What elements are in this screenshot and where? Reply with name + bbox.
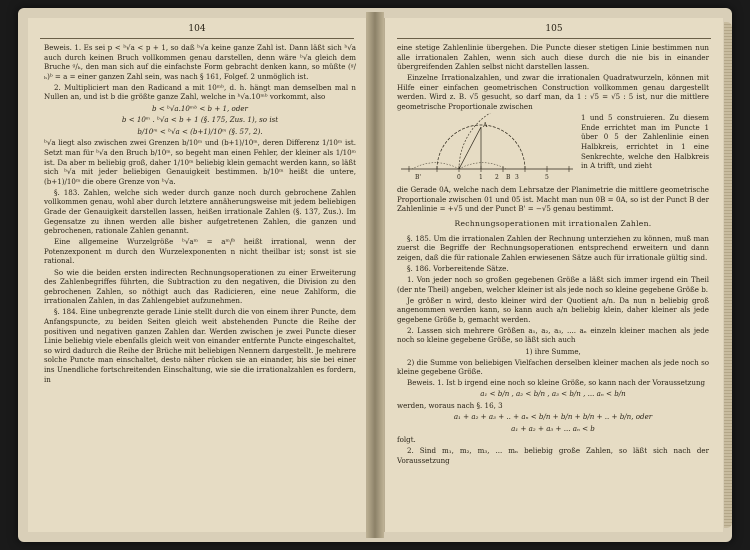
- paragraph: werden, woraus nach §. 16, 3: [397, 401, 503, 411]
- left-page-text: [28, 43, 366, 384]
- left-page: [28, 18, 367, 532]
- open-book: [18, 8, 732, 542]
- section-heading: Rechnungsoperationen mit irrationalen Zahlen.: [454, 218, 652, 228]
- math-line: a₁ + a₂ + a₃ + ... aₙ < b: [511, 423, 595, 433]
- paragraph: 2) die Summe von beliebigen Vielfachen derselben kleiner machen als jede noch so kleine gegebene Größe.: [397, 357, 709, 377]
- page-edges: [724, 22, 732, 528]
- right-sections: [397, 234, 709, 466]
- math-line: a₁ + a₂ + a₃ + .. + aₙ < b/n + b/n + b/n + .. + b/n, oder: [453, 412, 653, 422]
- paragraph: 2. Multipliciert man den Radicand a mit 10ᵐᵇ, d. h. hängt man demselben mal n Nullen an, und ist b die größte ganze Zahl, welche in ᵇ√a.10ᵐᵇ vorkommt, also: [44, 82, 356, 102]
- paragraph: Beweis. 1. Ist b irgend eine noch so kleine Größe, so kann nach der Voraussetzung: [407, 378, 706, 388]
- tick-label: 0: [457, 174, 461, 182]
- figure-side-text: 1 und 5 construieren. Zu diesem Ende errichtet man im Puncte 1 über 0 5 der Zahlenlinie einen Halbkreis, errichtet in 1 eine Senkrechte, welche den Halbkreis in A trifft, und zieht: [581, 113, 709, 171]
- math-line: b < 10ᵐ . ᵇ√a < b + 1 (§. 175, Zus. 1), so ist: [121, 115, 279, 125]
- paragraph: Beweis. 1. Es sei p < ᵇ√a < p + 1, so daß ᵇ√a keine ganze Zahl ist. Dann läßt sich ᵇ√a auch durch keinen Bruch vollkommen genau darstellen, denn wäre ᵇ√a gleich dem Bruche ᵍ/ₕ, den man sich auf die einfachste Form gebracht denken kann, so müßte (ᵍ/ₕ)ᵇ = a = einer ganzen Zahl sein, was nach § 161, Folgef. 2 unmöglich ist.: [44, 43, 356, 81]
- tick-label: 3: [515, 174, 519, 182]
- paragraph: 2. Sind m₁, m₂, m₃, ... mₙ beliebig große Zahlen, so läßt sich nach der Voraussetzung: [397, 446, 709, 465]
- paragraph: folgt.: [397, 435, 416, 445]
- page-number: 105: [397, 18, 711, 39]
- tick-label: 1: [479, 174, 483, 182]
- page-number: 104: [40, 18, 354, 39]
- sqrt5-construction-diagram: [397, 113, 577, 185]
- paragraph: 1. Von jeder noch so großen gegebenen Größe a läßt sich immer irgend ein Theil (der nte Theil) angeben, welcher kleiner ist als jede noch so kleine gegebene Größe b.: [397, 274, 709, 294]
- label-a: A: [483, 122, 488, 130]
- label-b-prime: B': [415, 174, 422, 182]
- paragraph: So wie die beiden ersten indirecten Rechnungsoperationen zu einer Erweiterung des Zahlenbegriffes führten, die Subtraction zu den negativen, die Division zu den gebrochenen Zahlen, so nöthigt auch das Radicieren, eine neue Zahlform, die irrationalen Zahlen, in das Zahlengebiet aufzunehmen.: [44, 267, 356, 306]
- paragraph: 1) ihre Summe,: [525, 346, 581, 356]
- paragraph: Je größer n wird, desto kleiner wird der Quotient a/n. Da nun n beliebig groß angenommen werden kann, so kann auch a/n beliebig klein, daher kleiner als jede gegebene Größe b, gemacht werden.: [397, 295, 709, 324]
- paragraph: §. 183. Zahlen, welche sich weder durch ganze noch durch gebrochene Zahlen vollkommen genau, wohl aber durch letztere annäherungsweise mit jedem beliebigen Grade der Genauigkeit darstellen lassen, heißen irrationale Zahlen (§. 137, Zus.). Im Gegensatze zu ihnen werden alle bisher aufgetretenen Zahlen, die ganzen und gebrochenen, rationale Zahlen genannt.: [44, 187, 356, 236]
- label-b: B: [506, 174, 511, 182]
- paragraph: 2. Lassen sich mehrere Größen a₁, a₂, a₃, .... aₙ einzeln kleiner machen als jede noch so kleine gegebene Größe, so läßt sich auch: [397, 325, 709, 345]
- paragraph: §. 185. Um die irrationalen Zahlen der Rechnung unterziehen zu können, muß man zuerst die Begriffe der Rechnungsoperationen entsprechend erweitern und dann zeigen, daß die für rationale Zahlen erwiesenen Sätze auch für irrationale gültig sind.: [397, 233, 709, 262]
- paragraph: §. 186. Vorbereitende Sätze.: [407, 263, 509, 273]
- right-intro: [397, 43, 709, 112]
- tick-label: 5: [545, 174, 549, 182]
- tick-label: 2: [495, 174, 499, 182]
- construction-figure: [397, 113, 709, 185]
- right-page-text: [385, 43, 723, 466]
- math-line: b/10ᵐ < ᵇ√a < (b+1)/10ᵐ (§. 57, 2).: [137, 126, 263, 136]
- paragraph: Einzelne Irrationalzahlen, und zwar die irrationalen Quadratwurzeln, können mit Hilfe einer einfachen geometrischen Construction vollkommen genau dargestellt werden. Wird z. B. √5 gesucht, so darf man, da 1 : √5 = √5 : 5 ist, nur die mittlere geometrische Proportionale zwischen: [397, 73, 709, 112]
- paragraph: ᵇ√a liegt also zwischen zwei Grenzen b/10ᵐ und (b+1)/10ᵐ, deren Differenz 1/10ᵐ ist. Setzt man für ᵇ√a den Bruch b/10ᵐ, so begeht man einen Fehler, der kleiner als 1/10ᵐ ist. Da aber m beliebig groß, daher 1/10ᵐ beliebig klein gemacht werden kann, so läßt sich ᵇ√a mit jeder beliebigen Genauigkeit bestimmen. b/10ᵐ heißt die untere, (b+1)/10ᵐ die obere Grenze von ᵇ√a.: [44, 138, 356, 186]
- book-gutter: [366, 12, 384, 538]
- math-line: b < ᵇ√a.10ᵐᵇ < b + 1, oder: [152, 103, 248, 113]
- math-line: a₁ < b/n , a₂ < b/n , a₃ < b/n , ... aₙ < b/n: [480, 389, 626, 399]
- paragraph: §. 184. Eine unbegrenzte gerade Linie stellt durch die von einem ihrer Puncte, dem Anfangspuncte, zu beiden Seiten gleich weit abstehenden Puncte die Reihe der positiven und negativen ganzen Zahlen dar. Werden zwischen je zwei Puncte dieser Linie beliebig viele ebenfalls gleich weit von einander entfernte Puncte eingeschaltet, so wird dadurch die Reihe der Brüche mit beliebigen Nennern dargestellt. Je mehrere solche Puncte man einschaltet, desto näher rücken sie an einander, bis sie bei einer ins Unendliche fortschreitenden Einschaltung, wie sie die irrationalzahlen es fordern, in: [44, 307, 356, 384]
- right-page: [384, 18, 723, 532]
- paragraph: eine stetige Zahlenlinie übergehen. Die Puncte dieser stetigen Linie bestimmen nun alle irrationalen Zahlen, wenn sich auch diese durch die nie bis in einander übergreifenden Zahlen selbst nicht darstellen lassen.: [397, 43, 709, 72]
- paragraph: Eine allgemeine Wurzelgröße ᵇ√aᵐ = aᵐ/ᵇ heißt irrational, wenn der Potenzexponent m durch den Wurzelexponenten n nicht theilbar ist; sonst ist sie rational.: [44, 237, 356, 266]
- after-figure-text: die Gerade 0A, welche nach dem Lehrsatze der Planimetrie die mittlere geometrische Proportionale zwischen 01 und 05 ist. Macht man nun 0B = 0A, so ist der Punct B der Zahlenlinie = +√5 und der Punct B' = −√5 genau bestimmt.: [397, 185, 709, 214]
